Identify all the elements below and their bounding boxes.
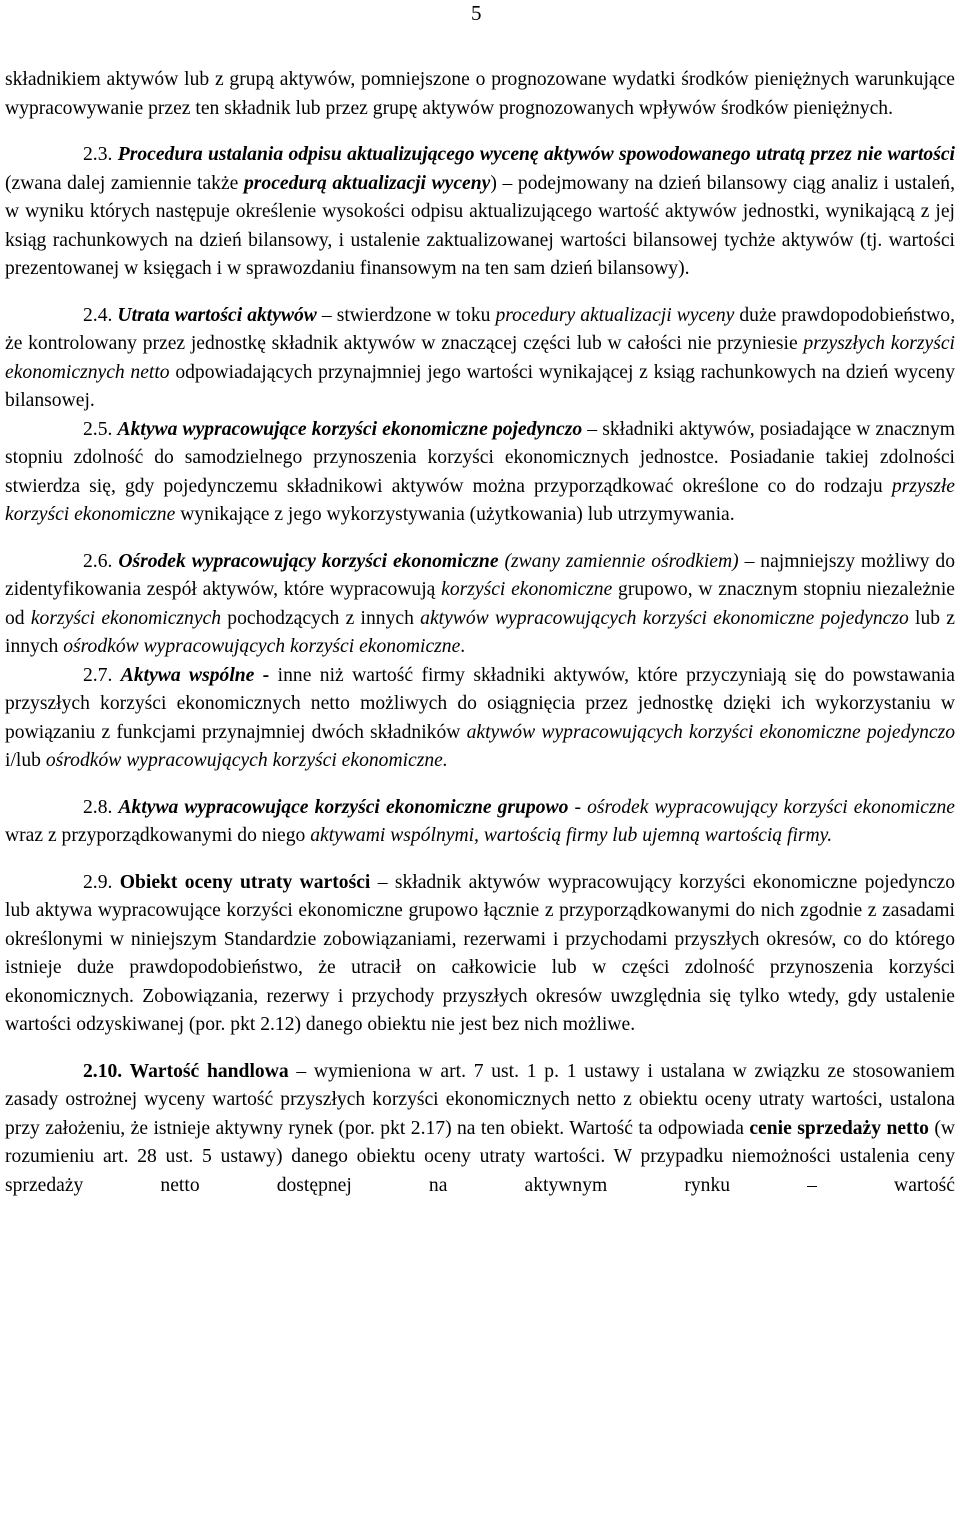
text-segment: 2.5.	[83, 418, 118, 440]
text-segment: cenie sprzedaży netto	[749, 1117, 929, 1139]
text-segment: pochodzących z innych	[221, 607, 421, 629]
paragraph-2-7	[5, 662, 955, 776]
text-segment: (zwany zamiennie ośrodkiem)	[498, 550, 739, 572]
text-segment: przyszłych korzyści ekonomicznych netto	[5, 333, 955, 383]
text-segment: odpowiadających przynajmniej jego wartości wynikającej z ksiąg rachunkowych na dzień wyceny bilansowej.	[5, 361, 956, 411]
text-segment: Wartość handlowa	[129, 1060, 289, 1082]
text-segment: grupowo, w znacznym stopniu niezależnie od	[5, 579, 955, 629]
text-segment: – najmniejszy możliwy do zidentyfikowania zespół aktywów, które wypracowują	[5, 550, 955, 600]
text-segment: Ośrodek wypracowujący korzyści ekonomiczne	[118, 550, 499, 572]
text-segment: – wymieniona w art. 7 ust. 1 p. 1 ustawy i ustalana w związku ze stosowaniem zasady ostrożnej wyceny wartość przyszłych korzyści ekonomicznych netto z obiektu oceny utraty wartości, ustalona przy założeniu, że istnieje aktywny rynek (por. pkt 2.17) na ten obiekt. Wartość ta odpowiada	[5, 1060, 955, 1139]
text-segment: procedury aktualizacji wyceny	[495, 304, 735, 326]
text-segment: ośrodków wypracowujących korzyści ekonomiczne.	[45, 750, 448, 771]
page-number: 5	[471, 1, 482, 25]
paragraph-2-9	[5, 869, 955, 1040]
text-segment: 2.10.	[83, 1060, 130, 1082]
text-segment: Aktywa wypracowujące korzyści ekonomiczne grupowo	[118, 796, 569, 818]
text-segment: Obiekt oceny utraty wartości	[119, 871, 371, 893]
paragraph-2-4	[5, 302, 955, 416]
paragraph-2-6	[5, 548, 955, 662]
text-segment: lub z innych	[5, 607, 955, 657]
text-segment: – składniki aktywów, posiadające w znacznym stopniu zdolność do samodzielnego przynoszenia korzyści ekonomicznych jednostce. Posiadanie takiej zdolności stwierdza się, gdy pojedynczemu składnikowi aktywów można przyporządkować określone co do rodzaju	[5, 418, 955, 497]
text-segment: 2.3.	[83, 144, 118, 165]
text-segment: i/lub	[5, 750, 46, 771]
text-segment: aktywów wypracowujących korzyści ekonomiczne pojedynczo	[420, 607, 909, 629]
text-segment: składnikiem aktywów lub z grupą aktywów, pomniejszone o prognozowane wydatki środków pieniężnych warunkujące wypracowywanie przez ten składnik lub przez grupę aktywów prognozowanych wpływów środków pieniężnych.	[5, 69, 955, 119]
text-segment: (zwana dalej zamiennie także	[5, 172, 244, 194]
text-segment: .	[460, 636, 466, 657]
text-segment: 2.4.	[83, 304, 118, 326]
text-segment: 2.9.	[83, 871, 120, 893]
text-segment: – składnik aktywów wypracowujący korzyści ekonomiczne pojedynczo lub aktywa wypracowujące korzyści ekonomiczne grupowo łącznie z przyporządkowanymi do nich zgodnie z zasadami określonymi w niniejszym Standardzie zobowiązaniami, rezerwami i przychodami przyszłych okresów, co do którego istnieje duże prawdopodobieństwo, że utracił on całkowicie lub w części zdolność przynoszenia korzyści ekonomicznych. Zobowiązania, rezerwy i przychody przyszłych okresów uwzględnia się tylko wtedy, gdy ustalenie wartości odzyskiwanej (por. pkt 2.12) danego obiektu nie jest bez nich możliwe.	[5, 871, 956, 1035]
text-segment: duże prawdopodobieństwo, że kontrolowany przez jednostkę składnik aktywów w znaczącej części lub w całości nie przyniesie	[5, 304, 955, 354]
text-segment: -	[568, 796, 588, 818]
text-segment: Utrata wartości aktywów	[117, 304, 317, 326]
text-segment: 2.7.	[83, 664, 121, 686]
text-segment: wraz z przyporządkowanymi do niego	[5, 825, 311, 846]
paragraph-2-3	[5, 141, 955, 284]
paragraph-2-8	[5, 794, 955, 851]
document-body	[5, 66, 955, 1200]
text-segment: – stwierdzone w toku	[316, 304, 496, 326]
text-segment: przyszłe korzyści ekonomiczne	[5, 475, 955, 525]
text-segment: korzyści ekonomicznych	[30, 607, 222, 629]
text-segment: (w rozumieniu art. 28 ust. 5 ustawy) danego obiektu oceny utraty wartości. W przypadku niemożności ustalenia ceny sprzedaży netto dostępnej na aktywnym rynku – wartość	[5, 1117, 955, 1196]
paragraph-continuation	[5, 66, 955, 123]
text-segment: korzyści ekonomiczne	[441, 579, 613, 600]
text-segment: aktywami wspólnymi, wartością firmy lub ujemną wartością firmy.	[310, 825, 833, 846]
text-segment: Aktywa wypracowujące korzyści ekonomiczne pojedynczo	[117, 418, 583, 440]
text-segment: 2.8.	[83, 796, 119, 818]
text-segment: Aktywa wspólne -	[120, 664, 270, 686]
paragraph-2-5	[5, 416, 955, 530]
text-segment: Procedura ustalania odpisu aktualizującego wycenę aktywów spowodowanego utratą przez nie wartości	[117, 144, 955, 165]
text-segment: procedurą aktualizacji wyceny	[243, 172, 491, 194]
text-segment: inne niż wartość firmy składniki aktywów, które przyczyniają się do powstawania przyszłych korzyści ekonomicznych netto możliwych do osiągnięcia przez jednostkę dzięki ich wykorzystaniu w powiązaniu z funkcjami przynajmniej dwóch składników	[5, 664, 955, 743]
text-segment: ośrodek wypracowujący korzyści ekonomiczne	[587, 796, 955, 818]
text-segment: 2.6.	[83, 550, 119, 572]
text-segment: wynikające z jego wykorzystywania (użytkowania) lub utrzymywania.	[175, 504, 735, 525]
paragraph-2-10	[5, 1058, 955, 1201]
text-segment: aktywów wypracowujących korzyści ekonomiczne pojedynczo	[466, 721, 955, 743]
text-segment: ) – podejmowany na dzień bilansowy ciąg analiz i ustaleń, w wyniku których następuje określenie wysokości odpisu aktualizującego wartość aktywów jednostki, wynikającą z jej ksiąg rachunkowych na dzień bilansowy, i ustalenie zaktualizowanej wartości bilansowej tychże aktywów (tj. wartości prezentowanej w księgach i w sprawozdaniu finansowym na ten sam dzień bilansowy).	[5, 172, 956, 279]
text-segment: ośrodków wypracowujących korzyści ekonomiczne	[63, 636, 461, 657]
